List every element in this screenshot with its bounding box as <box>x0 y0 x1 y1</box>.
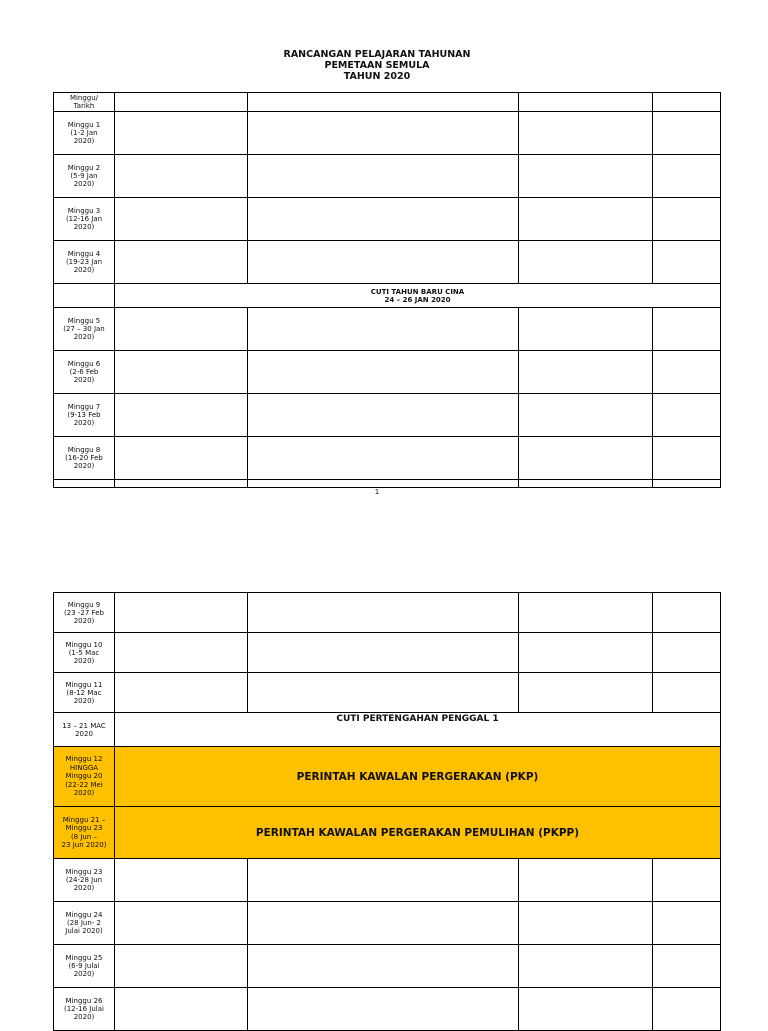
date-line: Minggu 11 <box>65 680 103 689</box>
week-row <box>54 394 721 437</box>
week-row <box>54 945 721 988</box>
table-cell <box>248 112 519 155</box>
date-line: 2020) <box>73 462 95 470</box>
date-line: 2020) <box>73 696 95 705</box>
table-cell <box>248 988 519 1031</box>
table-cell <box>519 593 653 633</box>
title-line: TAHUN 2020 <box>343 71 411 82</box>
date-line: Minggu 7 <box>67 403 101 411</box>
date-line: (5-9 Jan <box>70 172 98 180</box>
table-cell <box>115 351 248 394</box>
midterm-banner: CUTI PERTENGAHAN PENGGAL 1 <box>115 713 721 747</box>
date-line: 2020) <box>73 376 95 384</box>
table-cell <box>248 394 519 437</box>
date-line: Minggu 8 <box>67 446 101 454</box>
pkpp-banner: PERINTAH KAWALAN PERGERAKAN PEMULIHAN (PKPP) <box>115 807 721 859</box>
date-line: 2020) <box>73 223 95 231</box>
table-cell <box>115 93 248 112</box>
table-cell <box>519 394 653 437</box>
table-cell <box>653 633 721 673</box>
week-row <box>54 198 721 241</box>
table-cell <box>248 93 519 112</box>
date-line: 2020) <box>73 266 95 274</box>
date-line: (22-22 Mei <box>65 780 103 789</box>
date-line: 2020) <box>73 884 95 892</box>
table-cell <box>653 308 721 351</box>
table-cell <box>115 859 248 902</box>
week-row <box>54 673 721 713</box>
table-cell <box>248 593 519 633</box>
date-line: Minggu 24 <box>65 911 103 919</box>
date-line: (24-28 Jun <box>65 876 103 884</box>
pkp-banner: PERINTAH KAWALAN PERGERAKAN (PKP) <box>115 747 721 807</box>
table-cell <box>115 988 248 1031</box>
date-line: Minggu 5 <box>67 317 101 325</box>
date-line: (19-23 Jan <box>65 258 103 266</box>
table-cell <box>115 480 248 488</box>
table-cell <box>115 437 248 480</box>
title-line: PEMETAAN SEMULA <box>324 60 430 71</box>
table-cell <box>54 480 115 488</box>
table-cell <box>519 988 653 1031</box>
pkpp-row <box>54 807 721 859</box>
date-line: Minggu 12 <box>65 755 103 764</box>
banner-line: CUTI TAHUN BARU CINA <box>370 287 465 296</box>
table-cell <box>653 945 721 988</box>
week-date-cell <box>54 902 115 945</box>
table-cell <box>653 394 721 437</box>
document-title <box>0 49 754 82</box>
table-cell <box>115 593 248 633</box>
date-line: Minggu 25 <box>65 954 103 962</box>
week-row <box>54 308 721 351</box>
date-line: Minggu 9 <box>67 600 101 609</box>
table-header-row <box>54 93 721 112</box>
table-cell <box>115 945 248 988</box>
table-cell <box>248 859 519 902</box>
date-line: 2020) <box>73 616 95 625</box>
date-line: Julai 2020) <box>65 927 103 935</box>
date-line: (8 Jun – <box>70 832 98 841</box>
date-line: Minggu 1 <box>67 121 101 129</box>
date-line: 2020 <box>75 729 93 738</box>
date-line: Minggu 20 <box>65 772 103 781</box>
yearly-plan-table-2 <box>53 592 721 1031</box>
week-date-cell <box>54 945 115 988</box>
week-date-cell <box>54 351 115 394</box>
table-cell <box>248 633 519 673</box>
date-line: (6-9 Julai <box>68 962 100 970</box>
table-cell <box>519 945 653 988</box>
date-line: (9-13 Feb <box>67 411 101 419</box>
date-line: (1-5 Mac <box>68 648 100 657</box>
table-cell <box>653 437 721 480</box>
table-cell <box>248 437 519 480</box>
date-line: (16-20 Feb <box>65 454 103 462</box>
date-line: (1-2 Jan <box>70 129 98 137</box>
midterm-row <box>54 713 721 747</box>
week-date-cell <box>54 673 115 713</box>
week-row <box>54 902 721 945</box>
week-date-cell <box>54 593 115 633</box>
date-line: (27 – 30 Jan <box>63 325 105 333</box>
week-date-cell <box>54 198 115 241</box>
week-row <box>54 241 721 284</box>
table-cell <box>653 673 721 713</box>
date-line: 2020) <box>73 970 95 978</box>
week-date-cell <box>54 713 115 747</box>
week-date-cell <box>54 155 115 198</box>
table-cell <box>653 902 721 945</box>
date-line: Minggu 4 <box>67 250 101 258</box>
date-line: 2020) <box>73 1013 95 1021</box>
table-cell <box>248 673 519 713</box>
week-row <box>54 593 721 633</box>
table-cell <box>115 198 248 241</box>
pkp-row <box>54 747 721 807</box>
week-date-cell <box>54 308 115 351</box>
week-row <box>54 859 721 902</box>
table-cell <box>248 945 519 988</box>
week-date-cell <box>54 437 115 480</box>
week-date-cell <box>54 988 115 1031</box>
table-cell <box>653 593 721 633</box>
table-cell <box>115 633 248 673</box>
header-week-date-cell <box>54 93 115 112</box>
table-cell <box>115 308 248 351</box>
week-row <box>54 633 721 673</box>
table-cell <box>653 198 721 241</box>
page-number: 1 <box>374 488 380 496</box>
table-cell <box>115 394 248 437</box>
table-cell <box>519 859 653 902</box>
date-line: 13 – 21 MAC <box>62 721 106 730</box>
week-date-cell <box>54 807 115 859</box>
date-line: Minggu 23 <box>65 824 103 832</box>
table-cell <box>519 673 653 713</box>
document-page-1 <box>0 0 768 512</box>
table-cell <box>519 633 653 673</box>
date-line: (23 -27 Feb <box>64 608 104 617</box>
table-cell <box>653 988 721 1031</box>
holiday-row <box>54 284 721 308</box>
table-cell <box>653 112 721 155</box>
date-line: 2020) <box>73 180 95 188</box>
date-line: 23 Jun 2020) <box>61 841 107 849</box>
table-cell <box>115 902 248 945</box>
holiday-banner <box>115 284 721 308</box>
date-line: Minggu 2 <box>67 164 101 172</box>
week-date-cell <box>54 633 115 673</box>
date-line: Minggu 10 <box>65 640 103 649</box>
date-line: Minggu 23 <box>65 868 103 876</box>
table-cell <box>653 480 721 488</box>
page-break <box>0 512 768 592</box>
table-cell <box>519 198 653 241</box>
date-line: Minggu 26 <box>65 997 103 1005</box>
table-cell <box>519 241 653 284</box>
table-cell <box>519 308 653 351</box>
week-row <box>54 988 721 1031</box>
banner-line: 24 – 26 JAN 2020 <box>384 295 451 304</box>
table-cell <box>54 284 115 308</box>
table-cell <box>519 112 653 155</box>
date-line: Minggu 6 <box>67 360 101 368</box>
date-line: Minggu 21 – <box>62 815 106 824</box>
table-cell <box>519 437 653 480</box>
date-line: 2020) <box>73 789 95 798</box>
table-cell <box>519 155 653 198</box>
week-row <box>54 437 721 480</box>
table-cell <box>248 241 519 284</box>
document-page-2 <box>0 592 768 1024</box>
table-row <box>54 480 721 488</box>
table-cell <box>653 155 721 198</box>
table-cell <box>519 93 653 112</box>
date-line: (28 Jun- 2 <box>66 919 101 927</box>
table-cell <box>519 351 653 394</box>
title-line: RANCANGAN PELAJARAN TAHUNAN <box>283 49 471 60</box>
table-cell <box>248 351 519 394</box>
table-cell <box>115 155 248 198</box>
week-date-cell <box>54 747 115 807</box>
yearly-plan-table-1 <box>53 92 721 488</box>
table-cell <box>248 902 519 945</box>
date-line: 2020) <box>73 419 95 427</box>
week-row <box>54 155 721 198</box>
table-cell <box>115 241 248 284</box>
week-row <box>54 351 721 394</box>
table-cell <box>653 351 721 394</box>
week-row <box>54 112 721 155</box>
table-cell <box>653 93 721 112</box>
date-line: (12-16 Jan <box>65 215 103 223</box>
week-date-cell <box>54 859 115 902</box>
table-cell <box>653 241 721 284</box>
week-date-cell <box>54 241 115 284</box>
header-text: Tarikh <box>73 102 95 110</box>
date-line: (12-16 Julai <box>64 1005 104 1013</box>
date-line: 2020) <box>73 333 95 341</box>
date-line: 2020) <box>73 137 95 145</box>
table-cell <box>115 673 248 713</box>
table-cell <box>519 902 653 945</box>
table-cell <box>248 198 519 241</box>
week-date-cell <box>54 112 115 155</box>
table-cell <box>248 155 519 198</box>
date-line: 2020) <box>73 656 95 665</box>
week-date-cell <box>54 394 115 437</box>
date-line: (8-12 Mac <box>66 688 102 697</box>
table-cell <box>115 112 248 155</box>
header-text: Minggu/ <box>69 94 99 102</box>
date-line: Minggu 3 <box>67 207 101 215</box>
table-cell <box>653 859 721 902</box>
date-line: (2-6 Feb <box>69 368 99 376</box>
table-cell <box>248 308 519 351</box>
table-cell <box>248 480 519 488</box>
table-cell <box>519 480 653 488</box>
date-line: HINGGA <box>69 763 99 772</box>
